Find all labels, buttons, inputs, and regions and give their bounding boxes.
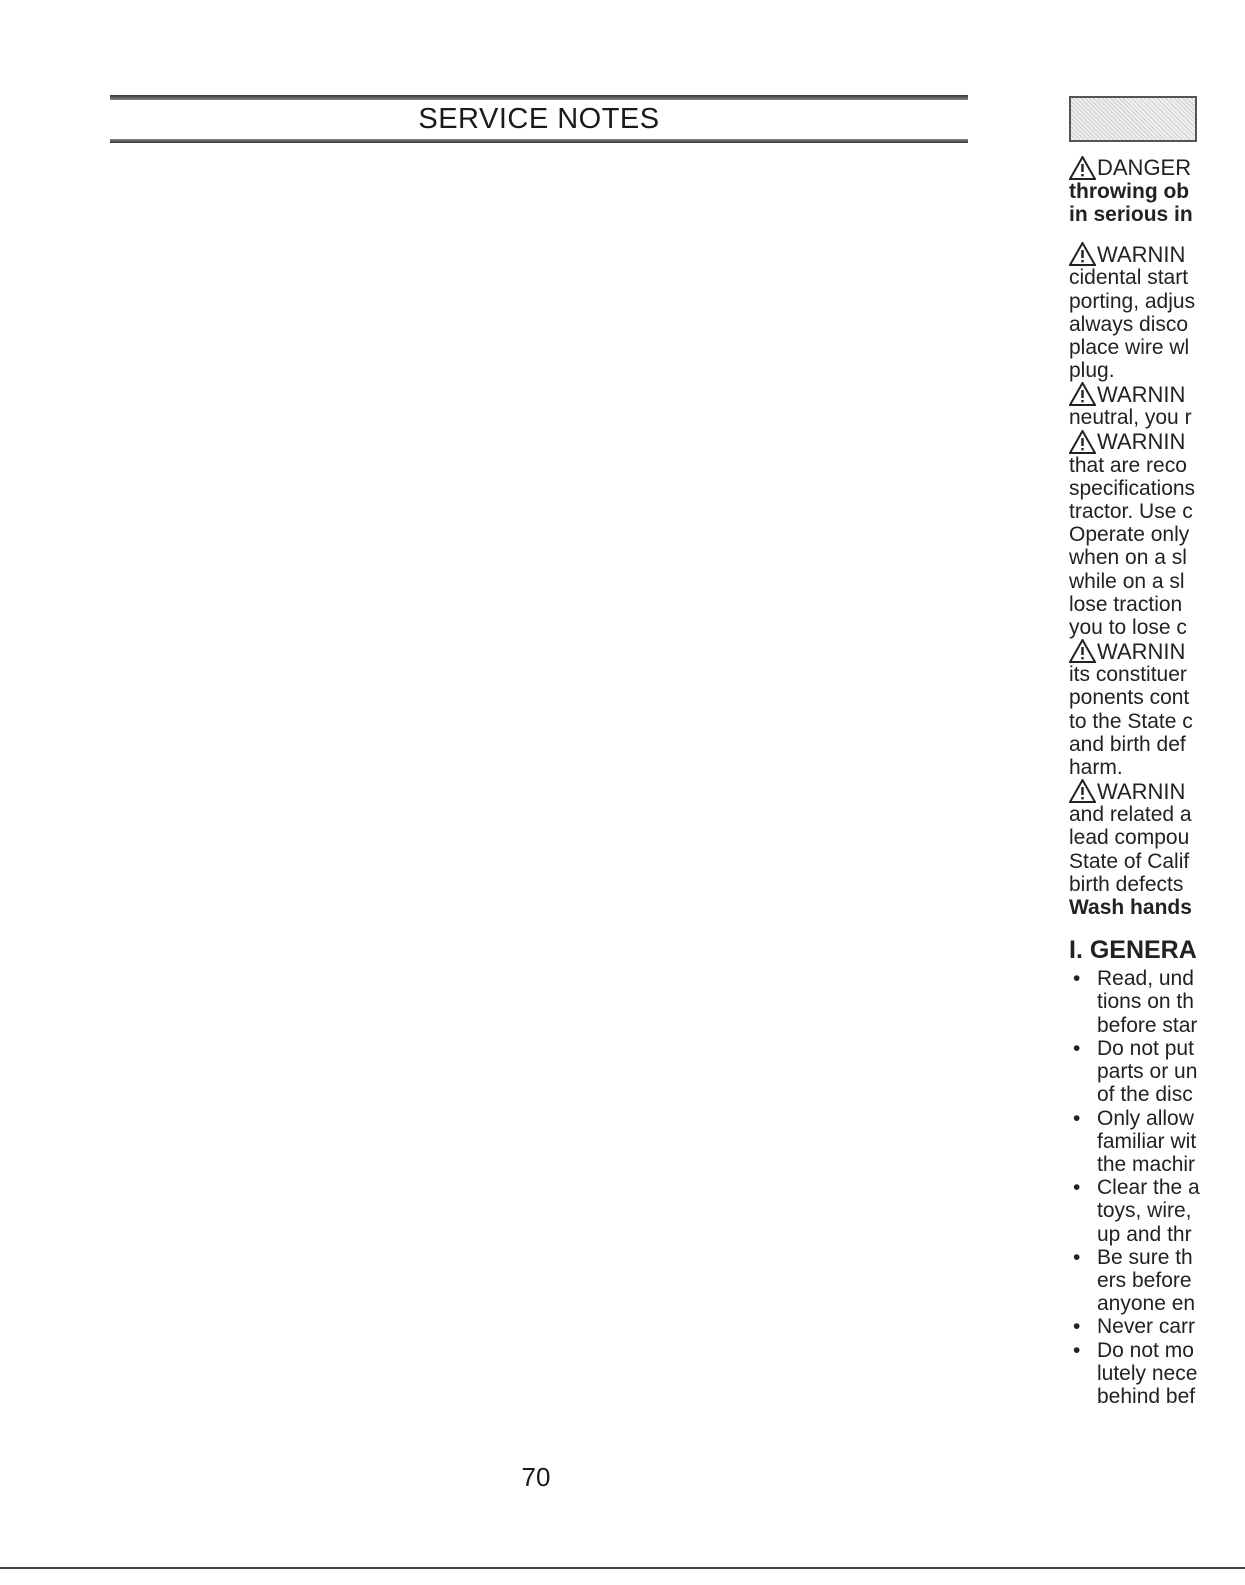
warning-label [1069, 242, 1245, 266]
bullet-text: behind bef [1097, 1384, 1196, 1408]
warning-notice [1069, 382, 1245, 429]
bullet-text: Do not mo [1097, 1338, 1194, 1362]
warning-notice [1069, 242, 1245, 382]
bullet-symbol: • [1073, 1245, 1081, 1269]
warning-line: when on a sl [1069, 546, 1187, 570]
bullet-symbol [1069, 1153, 1097, 1176]
warning-label-text: WARNIN [1097, 429, 1186, 455]
warning-notice [1069, 639, 1245, 779]
bullet-line [1069, 1083, 1245, 1106]
bullet-line [1069, 1385, 1245, 1408]
bullet-text: the machir [1097, 1152, 1196, 1176]
bullet-symbol [1069, 1130, 1097, 1153]
bullet-symbol: • [1073, 1338, 1081, 1362]
bullet-line [1069, 1037, 1245, 1060]
bullet-text: parts or un [1097, 1060, 1198, 1084]
danger-label [1069, 156, 1245, 180]
danger-line: throwing ob [1069, 180, 1190, 203]
bullets-container [1069, 967, 1245, 1408]
warning-triangle-icon [1069, 639, 1096, 663]
bullet-line [1069, 990, 1245, 1013]
bullet-line [1069, 1060, 1245, 1083]
warning-line: lose traction [1069, 592, 1183, 616]
danger-line: in serious in [1069, 203, 1193, 227]
bullet-symbol [1069, 1223, 1097, 1246]
bullet-text: Do not put [1097, 1036, 1194, 1060]
bullet-symbol [1069, 1385, 1097, 1408]
bullet-line [1069, 1176, 1245, 1199]
bullet-text: ers before [1097, 1268, 1192, 1292]
bullet-line [1069, 1362, 1245, 1385]
adjacent-page-column [1069, 96, 1245, 1496]
warning-label-text: WARNIN [1097, 241, 1186, 267]
bullet-text: Clear the a [1097, 1176, 1200, 1200]
bullet-line [1069, 1153, 1245, 1176]
warning-triangle-icon [1069, 382, 1096, 406]
warning-line: tractor. Use c [1069, 500, 1193, 524]
warning-line: and birth def [1069, 732, 1186, 756]
bullet-symbol [1069, 1083, 1097, 1106]
bullet-line [1069, 1292, 1245, 1315]
bullet-text: Never carr [1097, 1315, 1196, 1339]
warning-triangle-icon [1069, 242, 1096, 266]
warning-line: neutral, you r [1069, 406, 1192, 430]
bullet-text: Only allow [1097, 1106, 1194, 1130]
page-title: SERVICE NOTES [418, 103, 660, 135]
bullet-text: Read, und [1097, 967, 1194, 991]
bullet-line [1069, 1315, 1245, 1338]
warning-notice [1069, 779, 1245, 896]
warning-line: always disco [1069, 312, 1189, 336]
bullet-symbol: • [1073, 1176, 1081, 1200]
warning-line: porting, adjus [1069, 289, 1196, 313]
warning-triangle-icon [1069, 779, 1096, 803]
bullet-line [1069, 1199, 1245, 1222]
warning-label [1069, 382, 1245, 406]
warning-label [1069, 779, 1245, 803]
bullet-symbol [1069, 1014, 1097, 1037]
bullet-line [1069, 1269, 1245, 1292]
warning-line: plug. [1069, 359, 1115, 383]
bullet-line [1069, 967, 1245, 990]
bullet-text: Be sure th [1097, 1245, 1193, 1269]
warning-line: that are reco [1069, 453, 1187, 477]
bullet-text: anyone en [1097, 1292, 1196, 1316]
warning-line: while on a sl [1069, 569, 1185, 593]
bullet-text: lutely nece [1097, 1361, 1198, 1385]
warning-label-text: WARNIN [1097, 778, 1186, 804]
warning-line: harm. [1069, 756, 1123, 780]
bullet-symbol [1069, 1292, 1097, 1315]
warning-line: lead compou [1069, 826, 1190, 850]
bullet-symbol: • [1073, 967, 1081, 991]
bullet-symbol [1069, 1199, 1097, 1222]
bullet-symbol [1069, 1269, 1097, 1292]
warning-triangle-icon [1069, 156, 1096, 180]
wash-hands-line: Wash hands [1069, 896, 1192, 920]
warning-line: ponents cont [1069, 686, 1190, 710]
bullet-line [1069, 1014, 1245, 1037]
bullet-line [1069, 1339, 1245, 1362]
bullet-text: familiar wit [1097, 1129, 1197, 1153]
warning-line: Operate only [1069, 523, 1190, 547]
warning-triangle-icon [1069, 430, 1096, 454]
bullet-symbol: • [1073, 1106, 1081, 1130]
bullet-text: tions on th [1097, 990, 1194, 1014]
bullet-symbol [1069, 1060, 1097, 1083]
shaded-header-box [1069, 96, 1197, 142]
bullet-symbol: • [1073, 1036, 1081, 1060]
warning-label-text: WARNIN [1097, 381, 1186, 407]
warning-line: and related a [1069, 803, 1192, 827]
bullet-symbol [1069, 990, 1097, 1013]
bullet-text: before star [1097, 1013, 1198, 1037]
warning-line: to the State c [1069, 709, 1193, 733]
warning-line: place wire wl [1069, 336, 1190, 360]
warning-line: specifications [1069, 476, 1196, 500]
bullet-line [1069, 1246, 1245, 1269]
warning-label [1069, 430, 1245, 454]
section-heading: I. GENERA [1069, 936, 1197, 965]
warning-line: you to lose c [1069, 616, 1187, 640]
bullet-text: up and thr [1097, 1222, 1192, 1246]
warning-line: State of Calif [1069, 849, 1190, 873]
bullet-line [1069, 1107, 1245, 1130]
warning-line: birth defects [1069, 872, 1184, 896]
warning-line: its constituer [1069, 663, 1187, 687]
bullet-line [1069, 1223, 1245, 1246]
danger-label-text: DANGER [1097, 155, 1192, 181]
page-number: 70 [521, 1462, 551, 1492]
bullet-text: toys, wire, [1097, 1199, 1192, 1223]
warning-label-text: WARNIN [1097, 638, 1186, 664]
warning-notice [1069, 430, 1245, 640]
bullet-symbol [1069, 1362, 1097, 1385]
page-bottom-rule [0, 1567, 1245, 1569]
bullet-symbol: • [1073, 1315, 1081, 1339]
bullet-text: of the disc [1097, 1083, 1193, 1107]
danger-notice [1069, 156, 1245, 226]
bottom-title-rule [110, 139, 968, 143]
warning-label [1069, 639, 1245, 663]
bullet-line [1069, 1130, 1245, 1153]
warnings-container [1069, 242, 1245, 896]
warning-line: cidental start [1069, 266, 1189, 290]
